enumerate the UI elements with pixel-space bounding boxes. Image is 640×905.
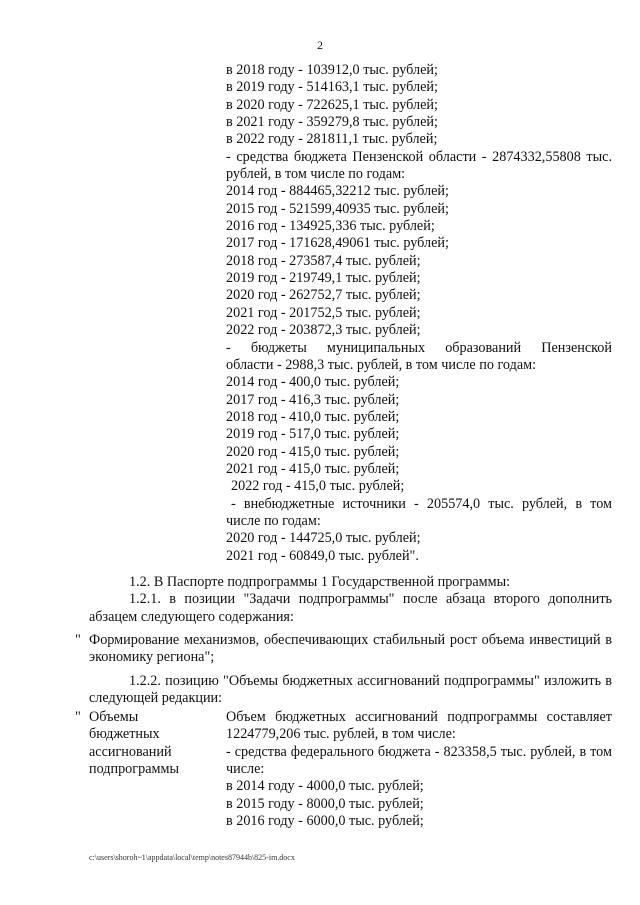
paragraph-1-2-2: 1.2.2. позицию "Объемы бюджетных ассигнований подпрограммы" изложить в следующей редакции: (89, 672, 612, 707)
column-line: 2022 год - 203872,3 тыс. рублей; (226, 322, 421, 339)
column-line: 2020 год - 415,0 тыс. рублей; (226, 443, 400, 460)
column-line: 2022 год - 415,0 тыс. рублей; (231, 478, 405, 495)
passport-value-line-2016: в 2016 году - 6000,0 тыс. рублей; (226, 813, 424, 830)
passport-label-cell (75, 709, 226, 830)
file-path-footer: c:\users\shoroh~1\appdata\local\temp\notes87944b\825-im.docx (89, 853, 295, 862)
column-line: области - 2988,3 тыс. рублей, в том числе по годам: (226, 356, 537, 373)
column-line: в 2020 году - 722625,1 тыс. рублей; (226, 96, 438, 113)
column-line: в 2019 году - 514163,1 тыс. рублей; (226, 79, 438, 96)
task-paragraph-text: Формирование механизмов, обеспечивающих стабильный рост объема инвестиций в экономику региона"; (89, 632, 612, 666)
paragraph-1-2: 1.2. В Паспорте подпрограммы 1 Государственной программы: (129, 574, 511, 590)
column-line: рублей, в том числе по годам: (226, 166, 406, 183)
column-line: 2020 год - 262752,7 тыс. рублей; (226, 287, 421, 304)
passport-value-line-2015: в 2015 году - 8000,0 тыс. рублей; (226, 795, 424, 812)
passport-label: Объемы бюджетных ассигнований подпрограммы (89, 709, 179, 778)
column-line: 2017 год - 171628,49061 тыс. рублей; (226, 235, 449, 252)
column-line: 2019 год - 517,0 тыс. рублей; (226, 426, 400, 443)
paragraph-1-2-1: 1.2.1. в позиции "Задачи подпрограммы" после абзаца второго дополнить абзацем следующего содержания: (89, 591, 612, 625)
column-line: 2021 год - 60849,0 тыс. рублей". (226, 547, 419, 564)
column-line: 2016 год - 134925,336 тыс. рублей; (226, 218, 435, 235)
column-line: - бюджеты муниципальных образований Пензенской (226, 339, 612, 356)
column-line: 2014 год - 400,0 тыс. рублей; (226, 374, 400, 391)
passport-value-cell (226, 709, 612, 830)
column-line: - средства бюджета Пензенской области - 2874332,55808 тыс. (226, 148, 612, 165)
passport-value-federal: - средства федерального бюджета - 823358,5 тыс. рублей, в том числе: (226, 743, 612, 778)
column-line: 2021 год - 415,0 тыс. рублей; (226, 460, 400, 477)
passport-quote-mark: " (75, 709, 81, 725)
column-line: 2015 год - 521599,40935 тыс. рублей; (226, 200, 449, 217)
column-line: 2018 год - 410,0 тыс. рублей; (226, 408, 400, 425)
page-number: 2 (317, 38, 323, 52)
column-line: в 2018 году - 103912,0 тыс. рублей; (226, 62, 438, 78)
passport-value-intro: Объем бюджетных ассигнований подпрограммы составляет 1224779,206 тыс. рублей, в том числе: (226, 709, 612, 743)
column-line: 2017 год - 416,3 тыс. рублей; (226, 391, 400, 408)
funding-years-column (226, 62, 612, 565)
column-line: 2019 год - 219749,1 тыс. рублей; (226, 270, 421, 287)
column-line: - внебюджетные источники - 205574,0 тыс. рублей, в том (231, 495, 612, 512)
amendment-section (75, 574, 612, 707)
column-line: в 2021 году - 359279,8 тыс. рублей; (226, 114, 438, 131)
passport-value-line-2014: в 2014 году - 4000,0 тыс. рублей; (226, 778, 424, 795)
passport-table (75, 709, 612, 830)
column-line: 2020 год - 144725,0 тыс. рублей; (226, 530, 421, 547)
opening-quote-mark: " (75, 632, 81, 649)
column-line: 2018 год - 273587,4 тыс. рублей; (226, 252, 421, 269)
column-line: 2021 год - 201752,5 тыс. рублей; (226, 304, 421, 321)
quoted-task-paragraph (75, 632, 612, 667)
column-line: 2014 год - 884465,32212 тыс. рублей; (226, 183, 449, 200)
column-line: числе по годам: (226, 512, 321, 529)
column-line: в 2022 году - 281811,1 тыс. рублей; (226, 131, 438, 148)
